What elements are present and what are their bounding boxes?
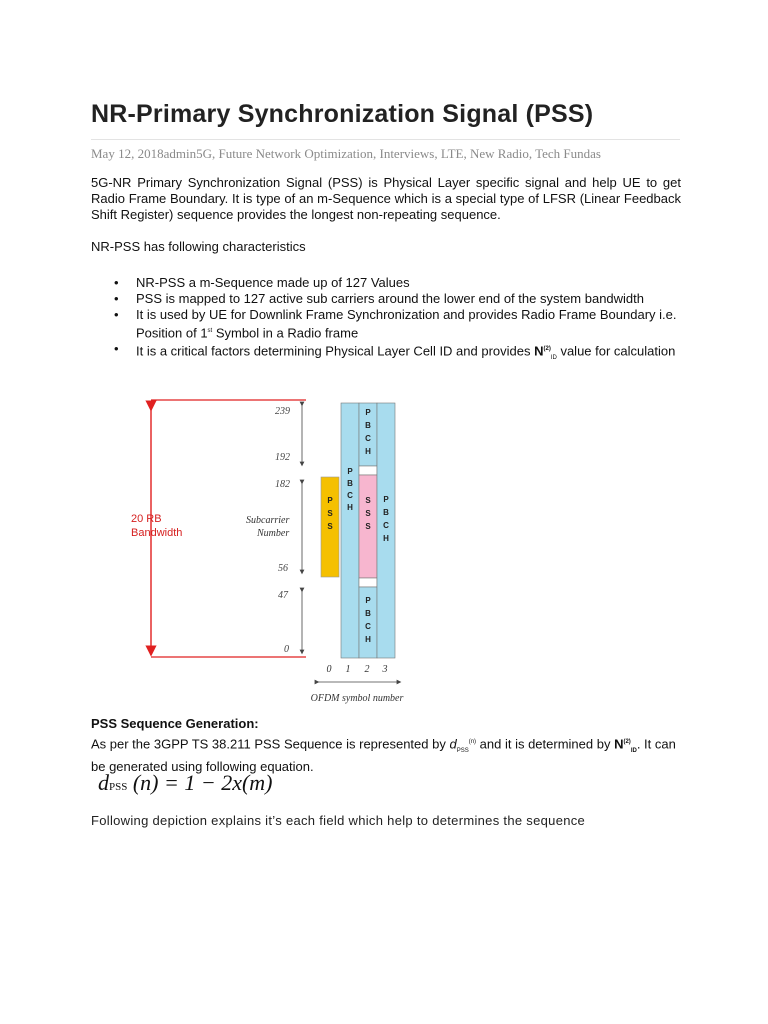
tick-47: 47 bbox=[278, 590, 288, 601]
tick-182: 182 bbox=[275, 479, 290, 490]
pbch-letter: P bbox=[347, 467, 353, 476]
bullet-text-cont: value for calculation bbox=[556, 343, 676, 359]
xaxis-label: OFDM symbol number bbox=[310, 693, 404, 704]
symbol-3: 3 bbox=[382, 664, 388, 675]
pbch-letter: H bbox=[347, 503, 353, 512]
bullet-text-cont: Symbol in a Radio frame bbox=[212, 325, 359, 341]
n-superscript: (2) bbox=[543, 346, 551, 353]
bullet-icon: • bbox=[114, 275, 119, 290]
generation-text-2: and it is determined by bbox=[476, 736, 615, 752]
pbch-letter: H bbox=[383, 534, 389, 543]
tick-192: 192 bbox=[275, 452, 290, 463]
generation-heading: PSS Sequence Generation: bbox=[91, 716, 259, 731]
list-item bbox=[108, 307, 678, 341]
generation-text: As per the 3GPP TS 38.211 PSS Sequence is represented by bbox=[91, 736, 450, 752]
symbol-0: 0 bbox=[326, 664, 332, 675]
n-superscript: (2) bbox=[623, 739, 631, 745]
tick-0: 0 bbox=[284, 644, 289, 655]
pbch-column-1 bbox=[341, 403, 359, 658]
bullet-text: NR-PSS a m-Sequence made up of 127 Values bbox=[136, 275, 410, 290]
pbch-column-3 bbox=[377, 403, 395, 658]
pbch-letter: C bbox=[383, 521, 389, 530]
d-subscript: PSS bbox=[456, 747, 469, 754]
sss-letter: S bbox=[365, 522, 371, 531]
superscript: st bbox=[207, 328, 213, 334]
pss-letter: S bbox=[327, 522, 333, 531]
n-subscript: ID bbox=[630, 747, 637, 754]
formula-subscript: PSS bbox=[109, 781, 128, 793]
pss-equation bbox=[98, 770, 273, 796]
bullet-text: It is used by UE for Downlink Frame Synchronization and provides Radio Frame Boundary i.e. Position of 1 bbox=[136, 307, 677, 341]
pbch-letter: P bbox=[365, 596, 371, 605]
pss-letter: S bbox=[327, 509, 333, 518]
pbch-letter: H bbox=[365, 635, 371, 644]
n-symbol: N bbox=[614, 736, 624, 752]
gap-block bbox=[359, 466, 377, 475]
n-subscript: ID bbox=[550, 355, 557, 362]
title-divider bbox=[91, 139, 680, 140]
pbch-letter: B bbox=[347, 479, 353, 488]
intro-paragraph: 5G-NR Primary Synchronization Signal (PSS) is Physical Layer specific signal and help UE to get Radio Frame Boundary. It is type of an m-Sequence which is a special type of LFSR (Linear Feedback Shift Register) sequence provides the longest non-repeating sequence. bbox=[91, 175, 681, 222]
pbch-letter: B bbox=[383, 508, 389, 517]
symbol-1: 1 bbox=[345, 664, 351, 675]
list-item bbox=[108, 291, 678, 307]
tick-239: 239 bbox=[275, 406, 290, 417]
bandwidth-label-line2: Bandwidth bbox=[131, 527, 183, 539]
bandwidth-label-line1: 20 RB bbox=[131, 513, 162, 525]
pbch-letter: H bbox=[365, 447, 371, 456]
d-symbol: d bbox=[449, 736, 457, 752]
n-symbol: N bbox=[534, 343, 544, 359]
gap-block bbox=[359, 578, 377, 587]
generation-text-3: . It can be generated using following equation. bbox=[91, 736, 676, 774]
pbch-letter: B bbox=[365, 609, 371, 618]
tick-56: 56 bbox=[278, 563, 288, 574]
subcarrier-label-line1: Subcarrier bbox=[246, 515, 290, 526]
pbch-letter: B bbox=[365, 421, 371, 430]
pbch-letter: C bbox=[347, 491, 353, 500]
formula-rest: (n) = 1 − 2x(m) bbox=[132, 770, 273, 795]
list-item bbox=[108, 275, 678, 291]
sss-letter: S bbox=[365, 496, 371, 505]
symbol-2: 2 bbox=[364, 664, 370, 675]
characteristics-heading: NR-PSS has following characteristics bbox=[91, 239, 306, 254]
bullet-text: It is a critical factors determining Physical Layer Cell ID and provides bbox=[136, 343, 535, 359]
generation-paragraph bbox=[91, 734, 681, 775]
post-meta: May 12, 2018admin5G, Future Network Optimization, Interviews, LTE, New Radio, Tech Fundas bbox=[91, 146, 601, 161]
pbch-letter: C bbox=[365, 622, 371, 631]
pss-letter: P bbox=[327, 496, 333, 505]
page-title: NR-Primary Synchronization Signal (PSS) bbox=[91, 100, 594, 128]
subcarrier-label-line2: Number bbox=[257, 528, 290, 539]
depiction-paragraph: Following depiction explains it’s each field which help to determines the sequence bbox=[91, 813, 586, 828]
bullet-icon: • bbox=[114, 307, 119, 322]
pbch-letter: P bbox=[365, 408, 371, 417]
bullet-icon: • bbox=[114, 341, 119, 357]
pbch-letter: P bbox=[383, 495, 389, 504]
sss-letter: S bbox=[365, 509, 371, 518]
formula-d: d bbox=[98, 770, 109, 795]
pss-mapping-diagram bbox=[91, 390, 491, 710]
d-superscript: (n) bbox=[468, 739, 477, 745]
pbch-letter: C bbox=[365, 434, 371, 443]
list-item bbox=[108, 341, 678, 366]
bullet-icon: • bbox=[114, 291, 119, 306]
bullet-text: PSS is mapped to 127 active sub carriers around the lower end of the system bandwidth bbox=[136, 291, 645, 306]
characteristics-list bbox=[108, 275, 678, 366]
